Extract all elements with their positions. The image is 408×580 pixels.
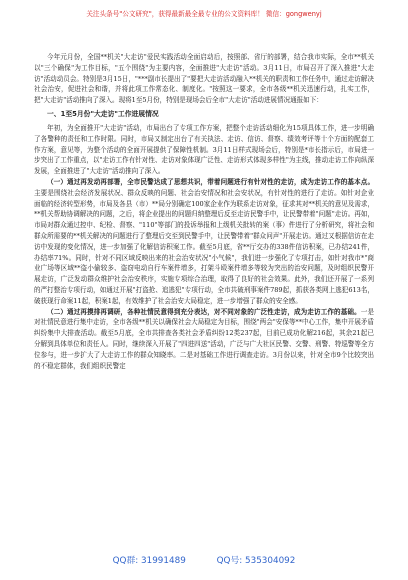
footer-qq-group: QQ群: 31991489 (112, 556, 186, 566)
header-banner: 关注头条号"公文研究"，获得最新最全最专业的公文资料库！ 微信：gongwenyj (86, 10, 322, 18)
section-1-title: 一、1至5月份"大走访"工作进展情况 (47, 109, 159, 118)
item-2-paragraph (34, 307, 374, 372)
intro-paragraph: 今年元月份，全国**机关"大走访"爱民实践活动全面启动后，按照部、省厅的部署，结合我市实际，全市**机关以"三个确保"为工作目标，"五个围绕"为主要内容，全面推进"大走访"活动。3月11日，市局召开了深入推进"大走访"活动动员会。特别是3月15日，"***副市长提出了"要把大走访活动融入**机关的职责和工作任务中，通过走访解决社会治安，促进社会和谐，并将此项工作常态化、制度化。"按照这一要求，全市各级**机关迅速行动，扎实工作，把"大走访"活动推向了深入。现将1至5月份，特别是现场会后全市"大走访"活动进展情况通报如下： (34, 53, 374, 105)
section-1-paragraph: 年初，为全面推开"大走访"活动，市局出台了专项工作方案，把整个走访活动细化为15项具体工作，进一步明确了各警种的责任和工作时限。同时，市局又制定出台了有关执法、走访、信访、督察、绩效考评等十个方面的配套工作方案，意见等，为整个活动的全面开展提供了保障性机制。3月11日样式现场会后，特别是*市长指示后，市局进一步突出了工作重点，以"走访工作有针对性、走访对象体现广泛性、走访形式体现多样性"为主线，推动走访工作向纵深发展，全面推进了"大走访"活动推向了深入。 (34, 123, 374, 176)
item-1-lead: （一）通过再发动再部署，全市民警达成了思想共识，带着问题进行有针对性的走访，成为走访工作的基本点。 (47, 177, 374, 186)
footer-qq-number: QQ号: 535304092 (216, 556, 296, 566)
item-1-paragraph (34, 177, 374, 307)
footer-contact (0, 553, 408, 566)
item-2-lead: （二）通过再摸排再调研，各种社情民意得到充分表达，对不同对象的广泛性走访，成为走访工作的基础。 (47, 307, 361, 316)
document-body (34, 52, 374, 371)
item-1-text: 主要是围绕社会经济发展状况、群众反映的问题、社会治安情况和社会安状况，有针对性的进行了走访。如针对企业面临的经济转型形势，市局及各县（市）**局分别确定100家企业作为联系走访对象，征求其对**机关的意见及需求，**机关帮助协调解决的问题，之后，将企业提出的问题归纳整理后反至走访民警手中，让民警带着"问题"走访。再如，市局对群众通过控申、纪检、督察、"110"等部门的投诉举报和上级机关批转的案（事）件进行了分析研究，将社会和群众所需要的**机关解决的问题进行了整理后交至到民警手中，让民警带着"群众问声"开展走访。通过又根据信访在走访中发现的变化情况，进一步加强了化解信访积案工作。截至5月底，省**厅交办的338件信访积案，已办结241件，办结率71%。同时，针对不同区域反映出来的社会治安状况"小气候"，我们进一步强化了专项打击，如针对我市*"商业广场等区域**盗小偷较多、盗窃电动自行车案件增多，打架斗殴案件增多等较为突出的治安问题，及时组织民警开展走访，广泛发动群众维护社会治安秩序，实施专项综合治理，取得了良好的社会效果。此外，我们还开展了一系列的严打整治专项行动，如通过开展"打盗抢、追逃犯"专项行动，全市共破刑事案件789起，抓获各类网上逃犯613名，破获现行命案11起，积案1起，有效维护了社会治安大局稳定，进一步增强了群众的安全感。 (34, 188, 374, 305)
item-2-text: 一是对社情民意进行集中走访，全市各级**机关以确保社会大局稳定为目标，围绕"两会"安保等**中心工作，集中开展矛盾纠纷集中大排查活动。截至5月底，全市共排查各类社会矛盾纠纷12类237起，目前已成功化解216起，其余21起已分解到具体单位和责任人。同时，继续深入开展了"四进四送"活动，广泛与广大社区民警、交警、刑警、特巡警等全方位参与，进一步扩大了大走访工作的群众知晓率。二是对基础工作进行调查走访。3月份以来，针对全市9个比较突出的不稳定群体，我们组织民警定 (34, 307, 374, 370)
